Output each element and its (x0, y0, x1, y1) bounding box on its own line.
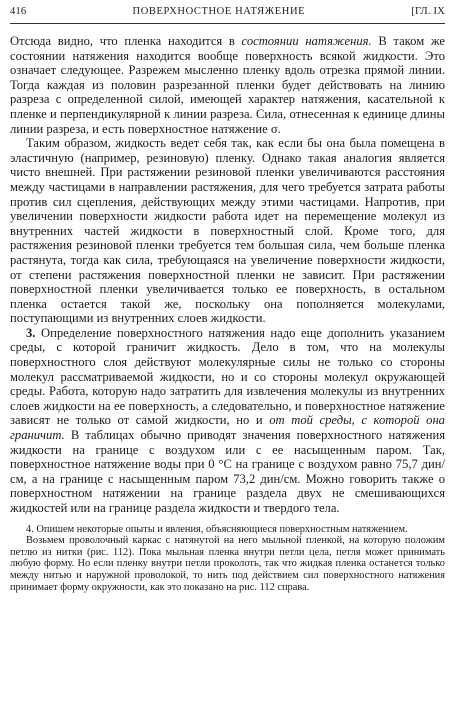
emphasis-text: от той среды, с которой она граничит. (10, 413, 445, 443)
small-paragraph-2: Возьмем проволочный каркас с натянутой на него мыльной пленкой, на которую положим петлю из нитки (рис. 112). Пока мыльная пленка внутри петли цела, петля может принимать любую форму. Но если пленку внутри петли проколоть, так что жидкая пленка останется только между нитью и наружной проволокой, то нить под действием сил поверхностного натяжения принимает форму окружности, как это показано на рис. 112 справа. (10, 535, 445, 593)
text-run: В таблицах обычно приводят значения поверхностного натяжения жидкости на границе с воздухом или с ее насыщенным паром. Так, поверхностное натяжение воды при 0 °С на границе с воздухом равно 75,7 дин/см, а на границе с насыщенным паром 73,2 дин/см. Можно говорить также о поверхностном натяжении на границе раздела двух не смешивающихся жидкостей или на границе раздела жидкости и твердого тела. (10, 428, 445, 515)
header-title: ПОВЕРХНОСТНОЕ НАТЯЖЕНИЕ (132, 6, 306, 17)
text-run: Определение поверхностного натяжения надо еще дополнить указанием среды, с которой граничит жидкость. Дело в том, что на молекулы поверхностного слоя действуют молекулярные силы не только со стороны молекул рассматриваемой жидкости, но и со стороны молекул окружающей среды. Работа, которую надо затратить для извлечения молекулы из внутренних слоев жидкости на ее поверхность, а следовательно, и поверхностное натяжение зависят не только от самой жидкости, но и (10, 325, 445, 428)
text-run: В таком же состоянии натяжения находится вообще поверхность всякой жидкости. Это означает следующее. Разрежем мысленно пленку вдоль отрезка прямой линии. Тогда каждая из половин разрезанной пленки будет действовать на линию разреза с определенной силой, имеющей характер натяжения, касательной к пленке и перпендикулярной к линии разреза. Сила, отнесенная к единице длины линии разреза, и есть поверхностное натяжение σ. (10, 34, 445, 136)
page-number: 416 (10, 6, 27, 17)
paragraph-2: Таким образом, жидкость ведет себя так, как если бы она была помещена в эластичную (например, резиновую) пленку. Однако такая аналогия является чисто внешней. При растяжении резиновой пленки увеличиваются расстояния между частицами в направлении растяжения, для чего требуется затрата работы против сил сцепления, действующих между этими частицами. Напротив, при увеличении поверхности жидкости работа идет на перемещение молекул из внутренних частей жидкости в поверхностный слой. Кроме того, для растяжения резиновой пленки требуется тем большая сила, чем больше пленка растянута, тогда как сила, требующаяся на увеличение поверхности жидкости, от степени растяжения поверхностной пленки не зависит. При растяжении поверхностной пленки увеличивается только ее поверхность, в остальном пленка остается такой же, поскольку она пополняется молекулами, поступающими из внутренних слоев жидкости. (10, 136, 445, 326)
paragraph-1 (10, 34, 445, 136)
main-text (10, 34, 445, 516)
book-page (10, 6, 445, 593)
chapter-label: [ГЛ. IX (411, 6, 445, 17)
section-number: 3. (26, 325, 36, 340)
small-paragraph-1: 4. Опишем некоторые опыты и явления, объясняющиеся поверхностным натяжением. (26, 523, 408, 535)
emphasis-text: состоянии натяжения. (241, 34, 372, 48)
running-header (10, 6, 445, 24)
paragraph-3 (10, 326, 445, 516)
text-run: Отсюда видно, что пленка находится в (10, 34, 242, 48)
small-print-section (10, 524, 445, 594)
